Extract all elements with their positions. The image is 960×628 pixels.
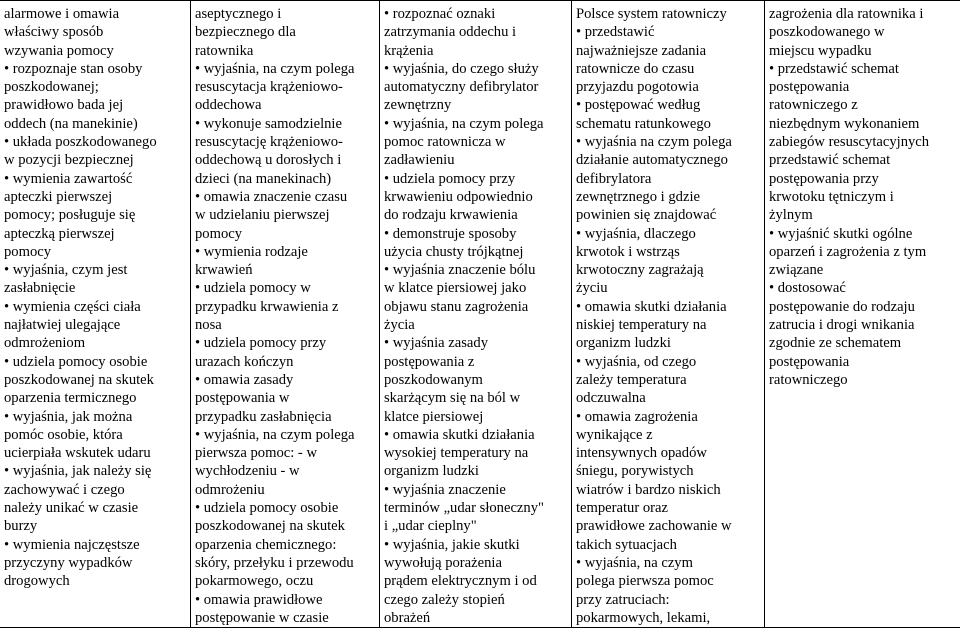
cell-text-line: alarmowe i omawia [4,6,120,22]
cell-text-line: żylnym [769,207,813,224]
cell-text-line: drogowych [4,573,70,590]
cell-text-line: użycia chusty trójkątnej [384,243,524,260]
cell-text-line: wynikające z [576,426,653,443]
cell-text-line: • przedstawić [576,24,655,41]
cell-text-line: • wyjaśnia, dlaczego [576,225,696,242]
cell-text-line: apteczką pierwszej [4,225,115,242]
cell-text-line: organizm ludzki [384,463,479,480]
cell-text-line: • postępować według [576,97,701,114]
cell-text-line: przyjazdu pogotowia [576,79,699,96]
cell-text-line: • wyjaśnia, na czym polega [195,426,355,443]
cell-text-line: w pozycji bezpiecznej [4,152,134,169]
cell-text-line: • wyjaśnić skutki ogólne [769,225,913,242]
cell-text-line: oparzeń i zagrożenia z tym [769,243,927,260]
cell-text-line: • rozpoznaje stan osoby [4,60,143,77]
cell-text-line: ratowniczego z [769,97,858,114]
cell-text-line: postępowania [769,79,850,96]
cell-text-line: Polsce system ratowniczy [576,6,727,22]
cell-text-line: urazach kończyn [195,353,294,370]
cell-text-line: • omawia zagrożenia [576,408,698,425]
cell-text-line: niskiej temperatury na [576,317,707,334]
table-column-1 [0,1,191,627]
cell-text-line: • wyjaśnia, na czym polega [384,115,544,132]
cell-text-line: • udziela pomocy przy [384,170,516,187]
cell-text-line: właściwy sposób [4,24,104,41]
cell-text-line: postępowania z [384,353,475,370]
cell-text-line: • rozpoznać oznaki [384,6,496,22]
cell-text-line: pokarmowych, lekami, [576,609,711,626]
cell-text-line: zatrzymania oddechu i [384,24,517,41]
cell-text-line: aseptycznego i [195,6,282,22]
cell-text-line: niezbędnym wykonaniem [769,115,920,132]
cell-text-line: • omawia zasady [195,371,294,388]
cell-text-line: zgodnie ze schematem [769,335,902,352]
cell-text-line: przypadku zasłabnięcia [195,408,332,425]
cell-text-line: • układa poszkodowanego [4,134,157,151]
cell-text-line: dzieci (na manekinach) [195,170,332,187]
cell-text-line: • wyjaśnia znaczenie bólu [384,262,536,279]
cell-text-line: • wykonuje samodzielnie [195,115,342,132]
cell-text-line: działanie automatycznego [576,152,728,169]
cell-text-line: • wyjaśnia znaczenie [384,481,506,498]
cell-text-line: • wyjaśnia, na czym [576,554,693,571]
cell-text-line: objawu stanu zagrożenia [384,298,529,315]
cell-text-line: miejscu wypadku [769,42,872,59]
cell-text-line: życia [384,317,415,334]
cell-text-line: • udziela pomocy osobie [195,500,339,517]
cell-text-line: burzy [4,518,38,535]
cell-text-line: pomocy; posługuje się [4,207,136,224]
cell-text-line: • przedstawić schemat [769,60,899,77]
cell-text-line: zagrożenia dla ratownika i [769,6,924,22]
cell-text-line: związane [769,262,824,279]
cell-text-line: • wyjaśnia, czym jest [4,262,128,279]
cell-text-line: wiatrów i bardzo niskich [576,481,721,498]
cell-text-line: wychłodzeniu - w [195,463,300,480]
cell-text-line: temperatur oraz [576,500,668,517]
cell-text-line: • wyjaśnia, jakie skutki [384,536,520,553]
cell-text-line: • wyjaśnia, od czego [576,353,697,370]
cell-text-line: najłatwiej ulegające [4,317,121,334]
cell-text-line: przy zatruciach: [576,591,670,608]
cell-text-line: defibrylatora [576,170,652,187]
cell-text-line: postępowania przy [769,170,879,187]
cell-text-line: prądem elektrycznym i od [384,573,537,590]
cell-text-line: polega pierwsza pomoc [576,573,714,590]
cell-text-line: życiu [576,280,608,297]
cell-text-line: krwotoku tętniczym i [769,188,894,205]
cell-text-line: oparzenia chemicznego: [195,536,337,553]
cell-text-line: krwawień [195,262,253,279]
cell-text-line: zatrucia i drogi wnikania [769,317,915,334]
cell-text-line: • wymienia zawartość [4,170,133,187]
cell-text-line: pokarmowego, oczu [195,573,314,590]
cell-text-line: poszkodowanej; [4,79,99,96]
cell-text-line: postępowania [769,353,850,370]
cell-text-line: krwotok i wstrząs [576,243,680,260]
cell-text-line: zadławieniu [384,152,455,169]
cell-text-line: • omawia skutki działania [576,298,727,315]
cell-text-line: schematu ratunkowego [576,115,711,132]
cell-text-line: apteczki pierwszej [4,188,113,205]
cell-text-line: skóry, przełyku i przewodu [195,554,354,571]
cell-text-line: • wyjaśnia, do czego służy [384,60,539,77]
cell-text-line: i „udar cieplny" [384,518,477,535]
cell-text-line: powinien się znajdować [576,207,717,224]
cell-text-line: pierwsza pomoc: - w [195,445,317,462]
cell-text-line: najważniejsze zadania [576,42,707,59]
table-column-5 [765,1,960,627]
cell-text-line: • udziela pomocy w [195,280,311,297]
cell-text-line: • wyjaśnia zasady [384,335,488,352]
cell-text-line: śniegu, porywistych [576,463,694,480]
cell-text-line: odmrożeniom [4,335,86,352]
cell-text-line: postępowanie do rodzaju [769,298,915,315]
cell-text-line: pomocy [195,225,243,242]
cell-text-line: ratownicze do czasu [576,60,695,77]
cell-text-line: terminów „udar słoneczny" [384,500,544,517]
cell-text-line: ucierpiała wskutek udaru [4,445,151,462]
cell-text-line: • wyjaśnia na czym polega [576,134,732,151]
cell-text-line: • udziela pomocy osobie [4,353,148,370]
cell-text-line: • wymienia części ciała [4,298,141,315]
cell-text-line: poszkodowanej na skutek [4,371,154,388]
cell-text-line: odmrożeniu [195,481,265,498]
cell-text-line: ratownika [195,42,254,59]
cell-text-line: krążenia [384,42,434,59]
cell-text-line: klatce piersiowej [384,408,484,425]
cell-text-line: • wymienia rodzaje [195,243,308,260]
cell-text-line: zewnętrzny [384,97,452,114]
cell-text-line: • demonstruje sposoby [384,225,517,242]
table-column-4 [572,1,765,627]
cell-text-line: • wyjaśnia, jak należy się [4,463,152,480]
cell-text-line: zewnętrznego i gdzie [576,188,700,205]
cell-text-line: oddech (na manekinie) [4,115,138,132]
cell-text-line: skarżącym się na ból w [384,390,521,407]
cell-text-line: bezpiecznego dla [195,24,296,41]
cell-text-line: wysokiej temperatury na [384,445,529,462]
cell-text-line: w udzielaniu pierwszej [195,207,330,224]
cell-text-line: krwotoczny zagrażają [576,262,704,279]
cell-text-line: krwawieniu odpowiednio [384,188,533,205]
cell-text-line: oddechową u dorosłych i [195,152,342,169]
cell-text-line: ratowniczego [769,371,848,388]
cell-text-line: czego zależy stopień [384,591,505,608]
cell-text-line: postępowanie w czasie [195,609,329,626]
cell-text-line: • wyjaśnia, na czym polega [195,60,355,77]
cell-text-line: obrażeń [384,609,431,626]
table-column-3 [380,1,572,627]
cell-text-line: • udziela pomocy przy [195,335,327,352]
cell-text-line: prawidłowo bada jej [4,97,124,114]
cell-text-line: takich sytuacjach [576,536,677,553]
cell-text-line: automatyczny defibrylator [384,79,539,96]
cell-text-line: • omawia skutki działania [384,426,535,443]
cell-text-line: zasłabnięcie [4,280,76,297]
cell-text-line: pomoc ratownicza w [384,134,506,151]
cell-text-line: postępowania w [195,390,290,407]
cell-text-line: • wyjaśnia, jak można [4,408,133,425]
cell-text-line: nosa [195,317,222,334]
cell-text-line: resuscytację krążeniowo- [195,134,343,151]
cell-text-line: oparzenia termicznego [4,390,137,407]
cell-text-line: odczuwalna [576,390,646,407]
cell-text-line: resuscytacja krążeniowo- [195,79,343,96]
cell-text-line: • omawia znaczenie czasu [195,188,348,205]
cell-text-line: • wymienia najczęstsze [4,536,140,553]
cell-text-line: do rodzaju krwawienia [384,207,518,224]
cell-text-line: w klatce piersiowej jako [384,280,527,297]
table-column-2 [191,1,380,627]
cell-text-line: prawidłowe zachowanie w [576,518,732,535]
cell-text-line: organizm ludzki [576,335,671,352]
cell-text-line: zachowywać i czego [4,481,125,498]
cell-text-line: pomóc osobie, która [4,426,123,443]
cell-text-line: przedstawić schemat [769,152,891,169]
cell-text-line: poszkodowanego w [769,24,885,41]
cell-text-line: • dostosować [769,280,846,297]
cell-text-line: • omawia prawidłowe [195,591,323,608]
cell-text-line: oddechowa [195,97,262,114]
cell-text-line: przyczyny wypadków [4,554,133,571]
cell-text-line: przypadku krwawienia z [195,298,339,315]
cell-text-line: zabiegów resuscytacyjnych [769,134,930,151]
cell-text-line: intensywnych opadów [576,445,707,462]
cell-text-line: zależy temperatura [576,371,687,388]
cell-text-line: wywołują porażenia [384,554,502,571]
cell-text-line: poszkodowanej na skutek [195,518,345,535]
cell-text-line: pomocy [4,243,52,260]
cell-text-line: należy unikać w czasie [4,500,139,517]
cell-text-line: wzywania pomocy [4,42,114,59]
cell-text-line: poszkodowanym [384,371,483,388]
